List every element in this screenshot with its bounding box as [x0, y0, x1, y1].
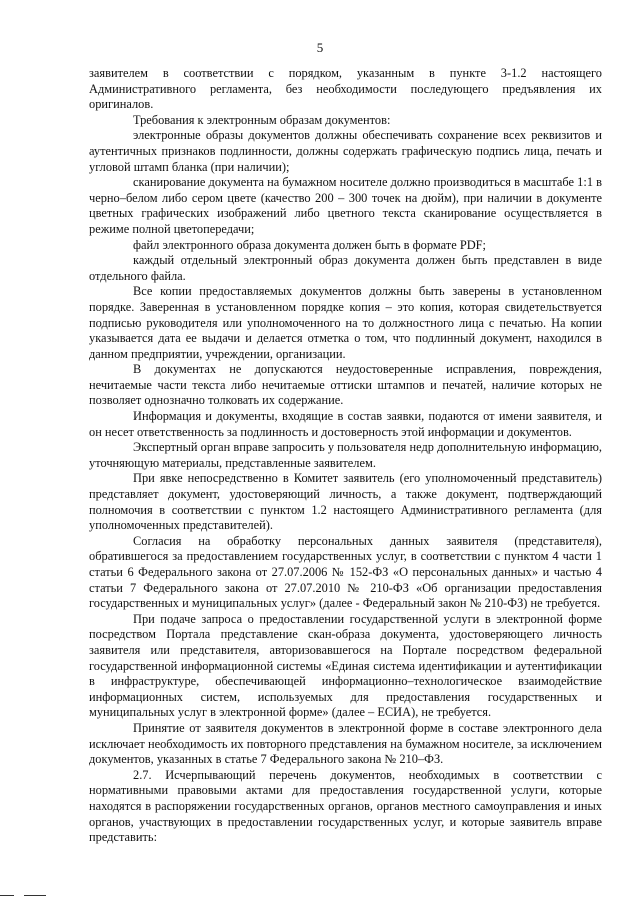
paragraph-electronic-acceptance: Принятие от заявителя документов в электронной форме в составе электронного дела исключает необходимость их повторного представления на бумажном носителе, за исключением документов, указанных в статье 7 Федерального закона № 210–ФЗ.: [89, 720, 602, 767]
paragraph-responsibility: Информация и документы, входящие в состав заявки, подаются от имени заявителя, и он несет ответственность за подлинность и достоверность этой информации и документов.: [89, 409, 602, 439]
page-number: 5: [316, 40, 324, 55]
paragraph-personal-data: Согласия на обработку персональных данных заявителя (представителя), обратившегося за предоставлением государственных услуг, в соответствии с пунктом 4 части 1 статьи 6 Федерального закона от 27.07.2006 № 152-ФЗ «О персональных данных» и частью 4 статьи 7 Федерального закона от 27.07.2010 № 210-ФЗ «Об организации предоставления государственных и муниципальных услуг» (далее - Федеральный закон № 210-ФЗ) не требуется.: [89, 533, 602, 611]
paragraph-corrections: В документах не допускаются неудостоверенные исправления, повреждения, нечитаемые части текста либо нечитаемые оттиски штампов и печатей, наличие которых не позволяет однозначно толковать их содержание.: [89, 362, 602, 408]
paragraph-separate-file: каждый отдельный электронный образ документа должен быть представлен в виде отдельного файла.: [89, 253, 602, 283]
paragraph-requirement-details: электронные образы документов должны обеспечивать сохранение всех реквизитов и аутентичных признаков подлинности, должны содержать графическую подпись лица, печать и угловой штамп бланка (при наличии);: [89, 128, 602, 174]
paragraph-pdf-format: файл электронного образа документа должен быть в формате PDF;: [133, 237, 486, 252]
paragraph-in-person: При явке непосредственно в Комитет заявитель (его уполномоченный представитель) представляет документ, удостоверяющий личность, а также документ, подтверждающий полномочия в соответствии с пунктом 1.2 настоящего Административного регламента (для уполномоченных представителей).: [89, 471, 602, 533]
paragraph-certified-copies: Все копии предоставляемых документов должны быть заверены в установленном порядке. Заверенная в установленном порядке копия – это копия, которая свидетельствуется подписью руководителя или уполномоченного на то должностного лица с печатью. На копии указывается дата ее выдачи и делается отметка о том, что подлинный документ, находился в данном предприятии, учреждении, организации.: [89, 284, 602, 361]
paragraph-expert-request: Экспертный орган вправе запросить у пользователя недр дополнительную информацию, уточняющую материалы, представленные заявителем.: [89, 440, 602, 470]
document-body: [89, 66, 602, 846]
paragraph-portal-request: При подаче запроса о предоставлении государственной услуги в электронной форме посредством Портала представление скан-образа документа, удостоверяющего личность заявителя или представителя, авторизовавшегося на Портале посредством федеральной государственной информационной системы «Единая система идентификации и аутентификации в инфраструктуре, обеспечивающей информационно–технологическое взаимодействие информационных систем, используемых для предоставления государственных и муниципальных услуг в электронной форме» (далее – ЕСИА), не требуется.: [89, 611, 602, 720]
paragraph-continuation: заявителем в соответствии с порядком, указанным в пункте 3-1.2 настоящего Административного регламента, без необходимости последующего предъявления их оригиналов.: [89, 66, 602, 112]
paragraph-requirements-heading: Требования к электронным образам документов:: [133, 112, 391, 127]
paragraph-section-2-7: 2.7. Исчерпывающий перечень документов, необходимых в соответствии с нормативными правовыми актами для предоставления государственной услуги, которые находятся в распоряжении государственных органов, органов местного самоуправления и иных органов, участвующих в предоставлении государственных услуг, и которые заявитель вправе представить:: [89, 767, 602, 845]
footer-marks: [0, 895, 60, 897]
paragraph-scanning: сканирование документа на бумажном носителе должно производиться в масштабе 1:1 в черно–белом либо сером цвете (качество 200 – 300 точек на дюйм), при наличии в документе цветных графических изображений либо цветного текста сканирование осуществляется в режиме полной цветопередачи;: [89, 175, 602, 236]
